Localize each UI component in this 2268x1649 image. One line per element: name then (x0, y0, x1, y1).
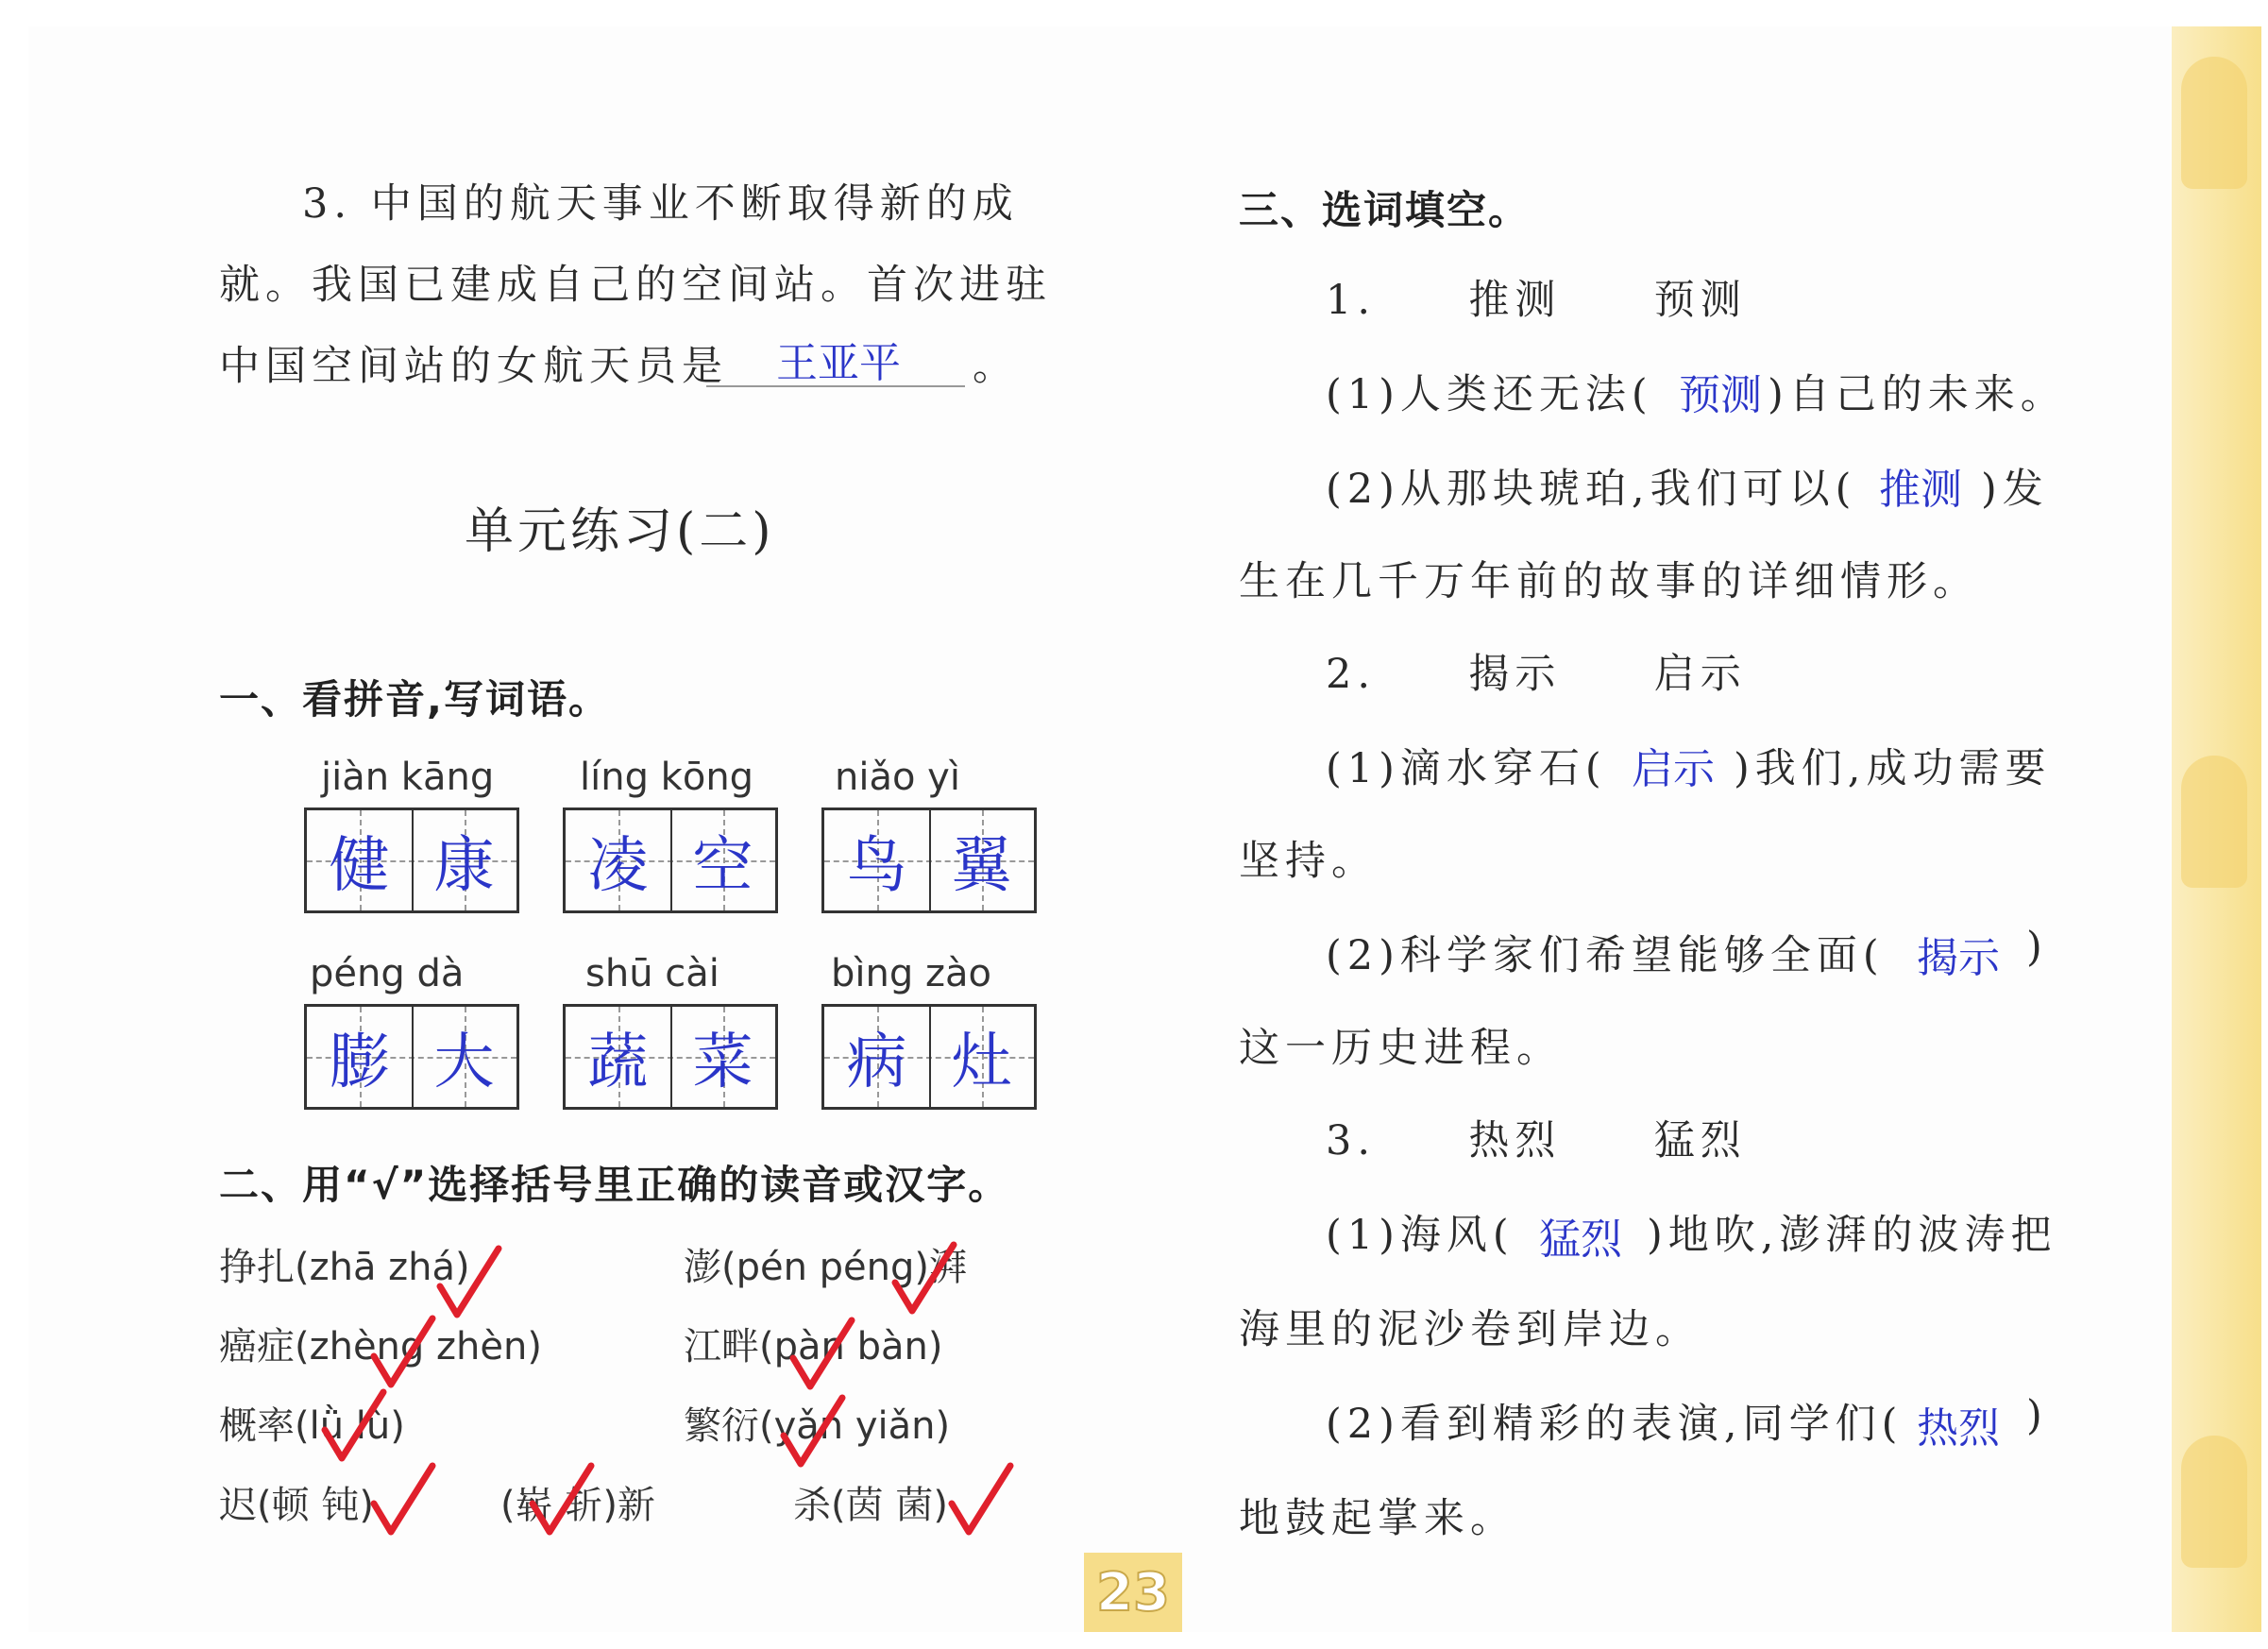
cartoon-figure-icon (2181, 756, 2247, 888)
fill-answer: 预测 (1679, 371, 1762, 419)
q3-line-2: 就。我国已建成自己的空间站。首次进驻 (219, 262, 1052, 309)
choice-item: 江畔(pàn bàn) (684, 1325, 943, 1368)
sentence-text: ) (2026, 1392, 2048, 1439)
tian-grid (821, 1004, 1037, 1110)
written-char: 健 (329, 831, 390, 901)
sentence-text: (1)海风( (1326, 1212, 1515, 1259)
red-check-icon (436, 1245, 502, 1320)
red-check-icon (789, 1317, 855, 1392)
sentence-text: )地吹,澎湃的波涛把 (1647, 1212, 2057, 1259)
sentence-text: (1)滴水穿石( (1326, 745, 1607, 792)
tian-grid (304, 1004, 519, 1110)
choice-item: 癌症(zhèng zhèn) (219, 1325, 542, 1368)
pinyin-label: líng kōng (580, 756, 754, 799)
sentence-text: 坚持。 (1239, 838, 1378, 885)
sentence-text: )自己的未来。 (1768, 371, 2067, 418)
tian-grid (821, 808, 1037, 913)
written-char: 翼 (951, 831, 1012, 901)
choice-item: 繁衍(yǎn yiǎn) (684, 1404, 951, 1448)
q3-line-1: 3. 中国的航天事业不断取得新的成 (302, 180, 1019, 228)
pinyin-label: niǎo yì (835, 756, 960, 799)
section-2-title: 二、用“√”选择括号里正确的读音或汉字。 (219, 1162, 1010, 1208)
word-group-3: 3. 热烈 猛烈 (1326, 1117, 1747, 1164)
written-char: 鸟 (846, 831, 907, 901)
section-3-title: 三、选词填空。 (1239, 187, 1531, 233)
choice-item: 概率(lǜ lù) (219, 1404, 405, 1448)
pinyin-label: jiàn kāng (321, 756, 495, 799)
choice-item: 迟(顿 钝) (219, 1484, 374, 1527)
choice-item: 挣扎(zhā zhá) (219, 1246, 470, 1289)
cartoon-figure-icon (2181, 57, 2247, 189)
sentence-text: )发 (1981, 466, 2049, 513)
fill-answer: 推测 (1879, 466, 1962, 514)
red-check-icon (370, 1315, 436, 1390)
written-char: 空 (692, 831, 753, 901)
sentence-text: )我们,成功需要 (1734, 745, 2052, 792)
word-group-1: 1. 推测 预测 (1326, 277, 1747, 324)
fill-answer: 热烈 (1917, 1404, 2000, 1453)
written-char: 蔬 (587, 1028, 649, 1097)
written-char: 凌 (587, 831, 649, 901)
sentence-text: 海里的泥沙卷到岸边。 (1239, 1306, 1701, 1353)
fill-answer: 揭示 (1917, 934, 2000, 982)
cartoon-figure-icon (2181, 1436, 2247, 1568)
tian-grid (563, 808, 778, 913)
sentence-text: 这一历史进程。 (1239, 1025, 1563, 1072)
red-check-icon (370, 1462, 436, 1538)
red-check-icon (321, 1388, 387, 1464)
pinyin-label: bìng zào (831, 952, 991, 995)
sentence-text: (2)从那块琥珀,我们可以( (1326, 466, 1857, 513)
written-char: 膨 (329, 1028, 390, 1097)
sentence-text: 生在几千万年前的故事的详细情形。 (1239, 558, 1979, 605)
red-check-icon (891, 1241, 957, 1317)
written-char: 病 (846, 1028, 907, 1097)
unit-title: 单元练习(二) (465, 503, 775, 560)
tian-grid (563, 1004, 778, 1110)
red-check-icon (780, 1394, 846, 1470)
written-char: 灶 (951, 1028, 1012, 1097)
pinyin-label: shū cài (585, 952, 719, 995)
choice-item: 澎(pén péng)湃 (684, 1246, 968, 1289)
page-number: 23 (1084, 1553, 1182, 1632)
pinyin-label: péng dà (310, 952, 465, 995)
red-check-icon (529, 1462, 595, 1538)
tian-grid (304, 808, 519, 913)
choice-item: 杀(茵 菌) (793, 1484, 948, 1527)
written-char: 菜 (692, 1028, 753, 1097)
sentence-text: (2)科学家们希望能够全面( (1326, 932, 1885, 979)
word-group-2: 2. 揭示 启示 (1326, 651, 1747, 698)
sentence-text: (1)人类还无法( (1326, 371, 1653, 418)
red-check-icon (948, 1462, 1014, 1538)
sentence-text: ) (2026, 924, 2048, 971)
written-char: 大 (433, 1028, 495, 1097)
written-char: 康 (433, 831, 495, 901)
section-1-title: 一、看拼音,写词语。 (219, 676, 610, 722)
q3-answer: 王亚平 (776, 339, 901, 387)
sentence-text: (2)看到精彩的表演,同学们( (1326, 1401, 1904, 1448)
q3-period: 。 (973, 343, 1019, 390)
fill-answer: 猛烈 (1539, 1216, 1622, 1264)
choice-item: (崭 斩)新 (500, 1484, 655, 1527)
sentence-text: 地鼓起掌来。 (1239, 1495, 1516, 1542)
q3-line-3: 中国空间站的女航天员是 (219, 343, 728, 390)
fill-answer: 启示 (1632, 745, 1715, 793)
